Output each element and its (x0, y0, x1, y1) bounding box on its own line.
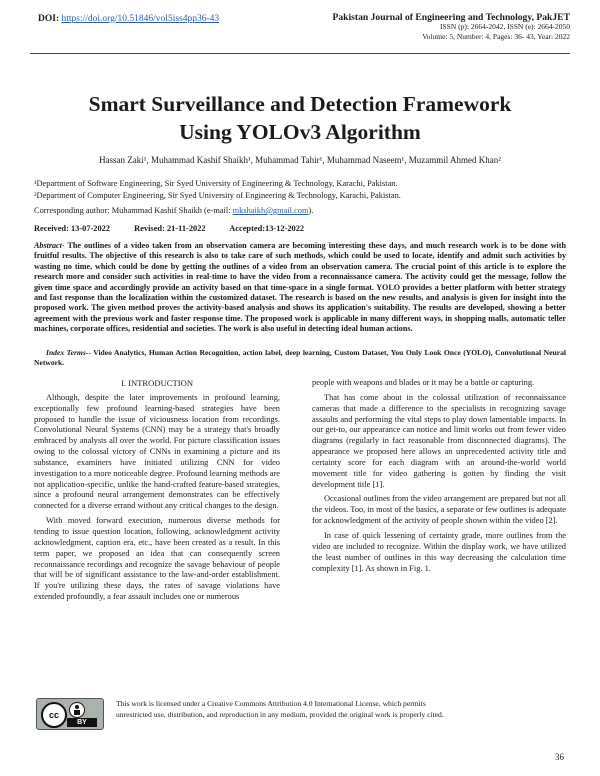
corresponding-email[interactable]: mkshaikh@gmail.com (232, 206, 309, 215)
paragraph: In case of quick lessening of certainty grade, more outlines from the video are included to recognize. Within the display work, we have utilized the least number of outlines in this way decreasing the calculation time complexity [1]. As shown in Fig. 1. (312, 530, 566, 573)
person-icon (69, 702, 85, 718)
header-divider (30, 53, 570, 54)
right-column (312, 378, 566, 578)
index-terms-text: - Video Analytics, Human Action Recognition, action label, deep learning, Custom Dataset, You Only Look Once (YOLO), Convolutional Neural Network. (34, 348, 566, 367)
paragraph: That has come about in the colossal utilization of reconnaissance cameras that made a difference to the specialists in recognizing savage assaults and performing the vital steps to play down lamentable impacts. In our get-to, our appearance can notice and limit works out from fewer video diagrams (regularly in fact reasonable from disconnected diagrams). The appearance we proposed here allows an unprecedented activity title and certainty score for each diagram with an around-the-world world movement title for video gathering is gotten by finding the visit development title [1]. (312, 392, 566, 489)
index-terms-label: Index Terms- (46, 348, 89, 357)
corresponding-prefix: Corresponding author: Muhammad Kashif Shaikh (e-mail: (34, 206, 233, 215)
accepted-date: Accepted:13-12-2022 (229, 224, 305, 233)
doi-label: DOI: (38, 14, 60, 24)
abstract-label: Abstract- (34, 241, 65, 250)
title-line-1: Smart Surveillance and Detection Framework (88, 92, 512, 116)
license-line-1: This work is licensed under a Creative Commons Attribution 4.0 International License, which permits (116, 699, 426, 708)
cc-icon: cc (41, 702, 67, 728)
doi-line (38, 14, 219, 24)
volume-info: Volume: 5, Number: 4, Pages: 36- 43, Year: 2022 (422, 31, 570, 41)
left-column (34, 378, 280, 607)
index-terms (34, 348, 566, 368)
title-line-2: Using YOLOv3 Algorithm (179, 120, 421, 144)
journal-name: Pakistan Journal of Engineering and Technology, PakJET (332, 12, 570, 23)
license-line-2: unrestricted use, distribution, and reproduction in any medium, provided the original work is properly cited. (116, 710, 444, 719)
abstract (34, 241, 566, 335)
paragraph: people with weapons and blades or it may be a battle or capturing. (312, 378, 535, 387)
issn: ISSN (p): 2664-2042, ISSN (e): 2664-2050 (440, 22, 570, 32)
affiliation-2: ²Department of Computer Engineering, Sir Syed University of Engineering & Technology, Karachi, Pakistan. (34, 191, 401, 200)
paragraph: With moved forward execution, numerous diverse methods for tending to issue question location, following, acknowledgment activity acknowledgment, caption era, etc., have been created as a result. In this term paper, we proposed an idea that can consequently screen reconnaissance recordings and recognize the savage behaviour of people that will be of significant assistance to the law-and-order establishment. If you're utilizing these days, the rates of savage violations have extended profoundly, a fear assault includes one or numerous (34, 516, 280, 602)
cc-license-badge[interactable] (36, 698, 104, 730)
dates-line (34, 224, 326, 233)
corresponding-suffix: ). (308, 206, 314, 215)
affiliation-1: ¹Department of Software Engineering, Sir Syed University of Engineering & Technology, Karachi, Pakistan. (34, 179, 398, 188)
by-label: BY (67, 718, 97, 727)
section-heading: I. INTRODUCTION (120, 378, 194, 388)
doi-link[interactable]: https://doi.org/10.51846/vol5iss4pp36-43 (61, 14, 220, 24)
abstract-text: The outlines of a video taken from an observation camera are becoming interesting these days, and much research work is to be done with fruitful results. The objective of this research is also to take care of such methods, which could be used to locate, identify and admit such activities by wasting no time, which could be done by getting the outlines of a video from an observation camera. The crucial point of this article is to explore the research more and consider such activities in real-time to have the video from a reconnaissance camera. The activity could get the message, follow the given time space and accordingly provide an activity based on that time-space in a single format. YOLO provides a better platform with better strategy and fast response than the localization within the customized dataset. The research is based on the new results, and analysis is given for insight into the proposed work. The given method proves the activity-based analysis and shows its application's suitability. The results are developed, showing a better agreement with the previous work and faster response time. The proposed work is applicable in many different ways, in shopping malls, automatic teller machines, corporate offices, residential and societies. The work is also useful in detecting ideal human actions. (34, 241, 566, 334)
paragraph: Occasional outlines from the video arrangement are prepared but not all the videos. Too, in most of the basics, a separate or few outlines is adequate for acknowledgment of the activity of people shown within the video [2]. (312, 494, 566, 526)
journal-header (332, 13, 570, 41)
license-text (116, 698, 444, 720)
paragraph: Although, despite the later improvements in profound learning, exceptionally few profound learning-based strategies have been proposed to handle the issue of viciousness location from recordings. Convolutional Neural Systems (CNN) may be a strategy that's broadly embraced by analysts all over the world. For picture classification issues owing to the colossal victory of CNNs in examining a picture and its substance, examiners have initiated utilizing CNN for video investigation to a more noticeable degree. Profound learning methods are not application-specific, unlike the hand-crafted feature-based strategies, since a profound neural arrangement demonstrates can be effectively connected for a diverse errand without any critical changes to the design. (34, 392, 280, 511)
paper-title (30, 90, 570, 146)
page-number: 36 (555, 752, 564, 762)
received-date: Received: 13-07-2022 (34, 224, 111, 233)
author-list: Hassan Zaki¹, Muhammad Kashif Shaikh¹, Muhammad Tahir¹, Muhammad Naseem¹, Muzammil Ahmed Khan² (99, 155, 501, 165)
corresponding-author (34, 205, 313, 217)
revised-date: Revised: 21-11-2022 (134, 224, 206, 233)
